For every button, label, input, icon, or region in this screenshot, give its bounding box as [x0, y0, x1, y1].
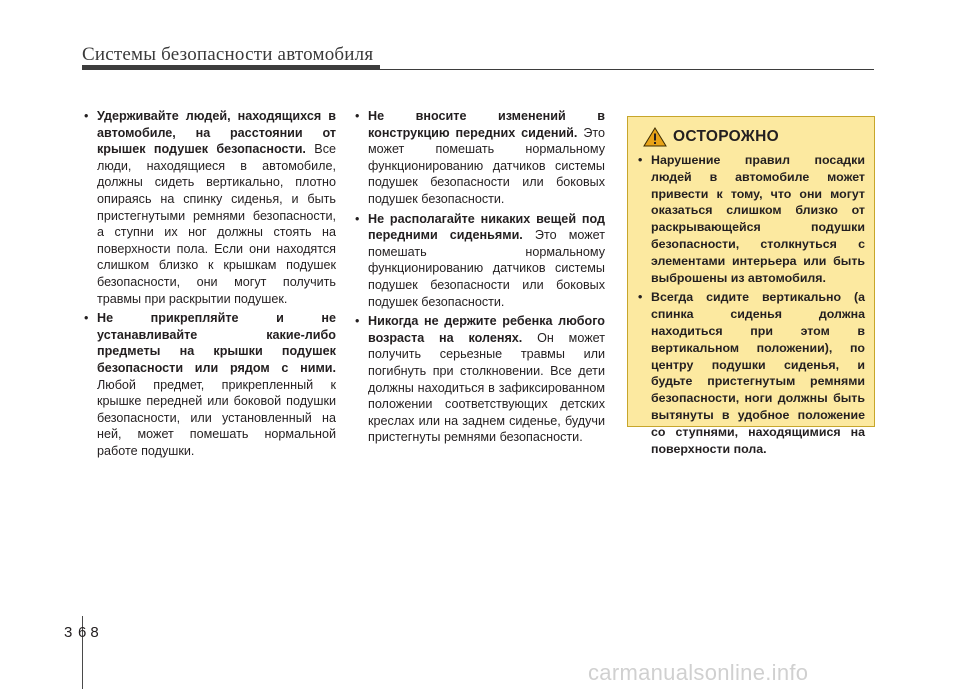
bullet-glyph: • — [638, 153, 643, 167]
item-text: Это может помешать нормальному функционированию датчиков системы подушек безопасности или боковых подушек безопасности. — [368, 125, 605, 206]
warning-item-text: Нарушение правил посадки людей в автомобиле может привести к тому, что они могут оказаться слишком близко от раскрывающейся подушки безопасности, столкнуться с элементами интерьера или быть выброшены из автомобиля. — [651, 153, 865, 285]
bullet-glyph: • — [638, 290, 643, 305]
bullet-glyph: • — [84, 311, 89, 326]
header-rule-thick — [82, 65, 380, 70]
left-column — [84, 108, 336, 462]
watermark: carmanualsonline.info — [588, 660, 809, 685]
item-text: Все люди, находящиеся в автомобиле, должны сидеть вертикально, плотно опираясь на спинку сиденья, и быть пристегнутыми ремнями безопасности, а ступни их ног должны стоять на поверхности пола. Если они находятся слишком близко к крышкам подушек безопасности, они могут получить травмы при раскрытии подушек. — [97, 142, 336, 306]
bullet-glyph: • — [355, 211, 360, 226]
page-number-value: 68 — [78, 624, 103, 641]
item-bold-text: Не вносите изменений в конструкцию передних сидений. — [368, 109, 605, 140]
item-bold-text: Удерживайте людей, находящихся в автомобиле, на расстоянии от крышек подушек безопасности. — [97, 109, 336, 157]
list-item — [355, 211, 605, 311]
warning-item-text: Всегда сидите вертикально (а спинка сиденья должна находиться при этом в вертикальном положении), по центру подушки сиденья, и будьте пристегнутым ремнями безопасности, ноги должны быть вытянуты в удобное положение со ступнями, находящимися на поверхности пола. — [651, 290, 865, 456]
list-item — [84, 310, 336, 459]
item-text: Любой предмет, прикрепленный к крышке передней или боковой подушки безопасности, или установленный на ней, может помешать нормальной работе подушки. — [97, 377, 336, 458]
item-bold-text: Не располагайте никаких вещей под передними сиденьями. — [368, 211, 605, 243]
warning-item — [638, 152, 865, 286]
bullet-glyph: • — [355, 314, 360, 329]
item-bold-text: Никогда не держите ребенка любого возраста на коленях. — [368, 314, 605, 345]
warning-title: ОСТОРОЖНО — [673, 128, 779, 145]
middle-column — [355, 108, 605, 449]
warning-header — [643, 127, 865, 147]
list-item — [355, 313, 605, 446]
list-item — [355, 108, 605, 208]
item-bold-text: Не прикрепляйте и не устанавливайте какие-либо предметы на крышки подушек безопасности или рядом с ними. — [97, 311, 336, 375]
item-text: Это может помешать нормальному функционированию датчиков системы подушек безопасности или боковых подушек безопасности. — [368, 228, 605, 309]
warning-item — [638, 289, 865, 457]
warning-box — [627, 116, 875, 456]
page-number — [64, 624, 103, 641]
header-rule-thin — [380, 69, 874, 70]
warning-triangle-icon — [643, 127, 667, 147]
bullet-glyph: • — [355, 109, 360, 123]
section-title: Системы безопасности автомобиля — [82, 44, 374, 65]
bullet-glyph: • — [84, 109, 89, 123]
item-text: Он может получить серьезные травмы или погибнуть при столкновении. Все дети должны находиться в зафиксированном положении соответствующих детских креслах или на заднем сиденье, будучи пристегнуты ремнями безопасности. — [368, 330, 605, 445]
list-item — [84, 108, 336, 307]
section-number: 3 — [64, 624, 77, 641]
